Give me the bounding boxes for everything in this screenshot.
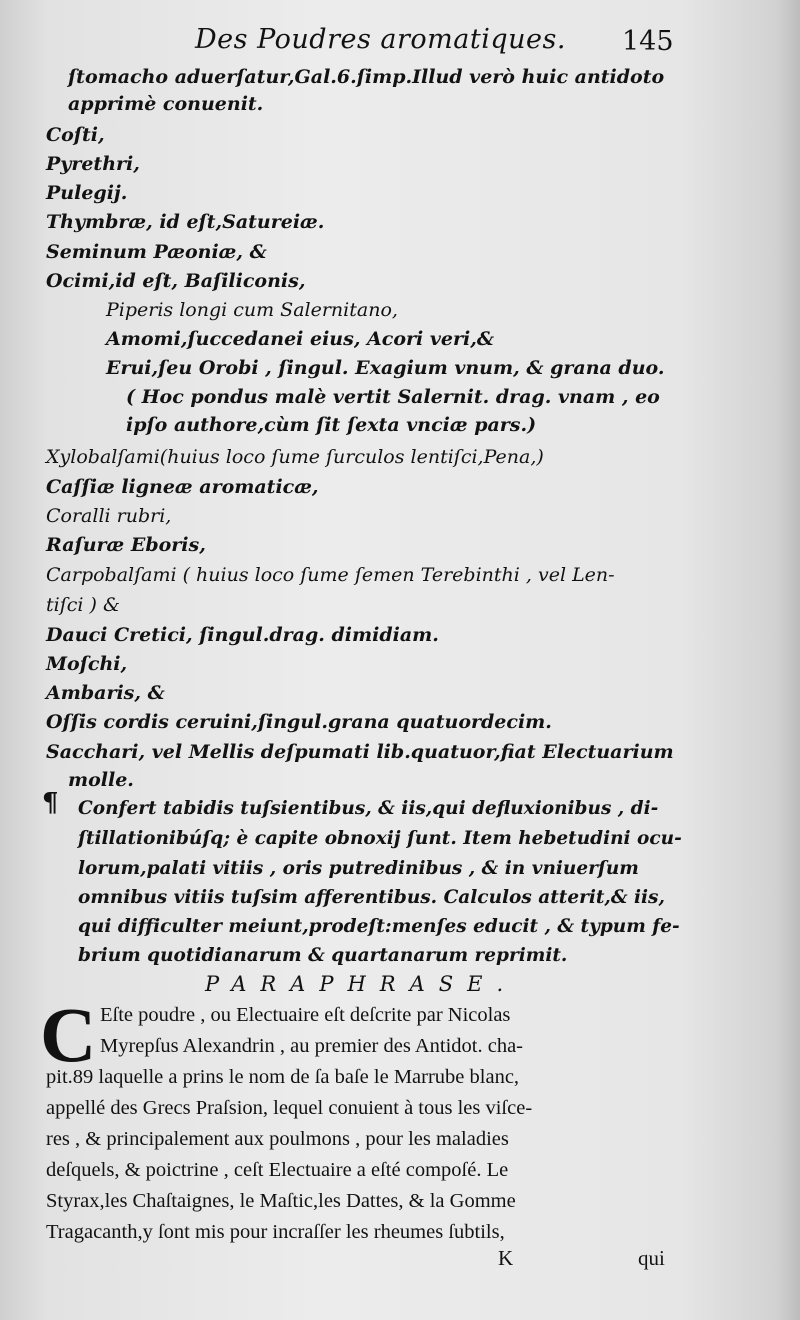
- ingredient-line: apprimè conuenit.: [68, 93, 264, 115]
- ingredient-line: Thymbræ, id eſt,Satureiæ.: [46, 211, 325, 233]
- page-footer: [0, 1242, 800, 1276]
- ingredient-line: Ambaris, &: [46, 682, 165, 704]
- ingredient-line: Seminum Pæoniæ, &: [46, 241, 267, 263]
- prose-line: deſquels, & poictrine , ceſt Electuaire a eſté compoſé. Le: [46, 1159, 509, 1181]
- ingredient-line: Xylobalſami(huius loco ſume ſurculos lentiſci,Pena,): [46, 446, 544, 468]
- running-title: Des Poudres aromatiques.: [195, 24, 566, 55]
- virtues-line: qui difficulter meiunt,prodeſt:menſes educit , & typum fe-: [78, 916, 680, 937]
- prose-line: Myrepſus Alexandrin , au premier des Antidot. cha-: [100, 1035, 523, 1057]
- ingredient-line: Erui,ſeu Orobi , ſingul. Exagium vnum, & grana duo.: [106, 357, 665, 379]
- ingredient-line: Coſti,: [46, 124, 105, 146]
- ingredient-line: Ocimi,id eſt, Baſiliconis,: [46, 270, 306, 292]
- ingredient-line: ipſo authore,cùm ſit ſexta vnciæ pars.): [126, 414, 537, 436]
- page-header: [0, 20, 800, 60]
- virtues-line: brium quotidianarum & quartanarum reprimit.: [78, 945, 568, 966]
- virtues-line: ſtillationibúſq; è capite obnoxij ſunt. Item hebetudini ocu-: [78, 828, 682, 849]
- prose-line: Styrax,les Chaſtaignes, le Maſtic,les Dattes, & la Gomme: [46, 1190, 516, 1212]
- ingredient-line: Pyrethri,: [46, 153, 140, 175]
- prose-line: Tragacanth,y ſont mis pour incraſſer les rheumes ſubtils,: [46, 1221, 505, 1243]
- pilcrow-icon: ¶: [42, 788, 59, 818]
- virtues-line: Confert tabidis tuſsientibus, & iis,qui defluxionibus , di-: [78, 798, 659, 819]
- ingredient-line: Caſſiæ ligneæ aromaticæ,: [46, 476, 319, 498]
- ingredient-line: Amomi,ſuccedanei eius, Acori veri,&: [106, 328, 494, 350]
- prose-line: appellé des Grecs Praſsion, lequel conuient à tous les viſce-: [46, 1097, 533, 1119]
- ingredient-line: Dauci Cretici, ſingul.drag. dimidiam.: [46, 624, 439, 646]
- ingredient-line: Raſuræ Eboris,: [46, 534, 206, 556]
- ingredient-line: molle.: [68, 769, 134, 791]
- ingredient-line: Moſchi,: [46, 653, 128, 675]
- prose-line: res , & principalement aux poulmons , pour les maladies: [46, 1128, 509, 1150]
- catchword: qui: [638, 1246, 665, 1270]
- virtues-line: omnibus vitiis tuſsim afferentibus. Calculos atterit,& iis,: [78, 887, 665, 908]
- ingredient-line: Oſſis cordis ceruini,ſingul.grana quatuordecim.: [46, 711, 552, 733]
- ingredient-line: ſtomacho aduerſatur,Gal.6.ſimp.Illud verò huic antidoto: [68, 66, 665, 88]
- paraphrase-heading: PARAPHRASE.: [205, 972, 518, 996]
- prose-line: pit.89 laquelle a prins le nom de ſa baſe le Marrube blanc,: [46, 1066, 520, 1088]
- page-number: 145: [622, 26, 674, 57]
- prose-line: Eſte poudre , ou Electuaire eſt deſcrite par Nicolas: [100, 1004, 511, 1026]
- drop-capital: C: [40, 991, 97, 1078]
- ingredient-line: Sacchari, vel Mellis deſpumati lib.quatuor,fiat Electuarium: [46, 741, 674, 763]
- ingredient-line: tiſci ) &: [46, 594, 120, 616]
- ingredient-line: Piperis longi cum Salernitano,: [106, 299, 398, 321]
- virtues-line: lorum,palati vitiis , oris putredinibus , & in vniuerſum: [78, 858, 639, 879]
- ingredient-line: Carpobalſami ( huius loco ſume ſemen Terebinthi , vel Len-: [46, 564, 615, 586]
- ingredient-line: ( Hoc pondus malè vertit Salernit. drag. vnam , eo: [126, 386, 660, 408]
- ingredient-line: Coralli rubri,: [46, 505, 172, 527]
- ingredient-line: Pulegij.: [46, 182, 128, 204]
- signature-mark: K: [498, 1246, 514, 1270]
